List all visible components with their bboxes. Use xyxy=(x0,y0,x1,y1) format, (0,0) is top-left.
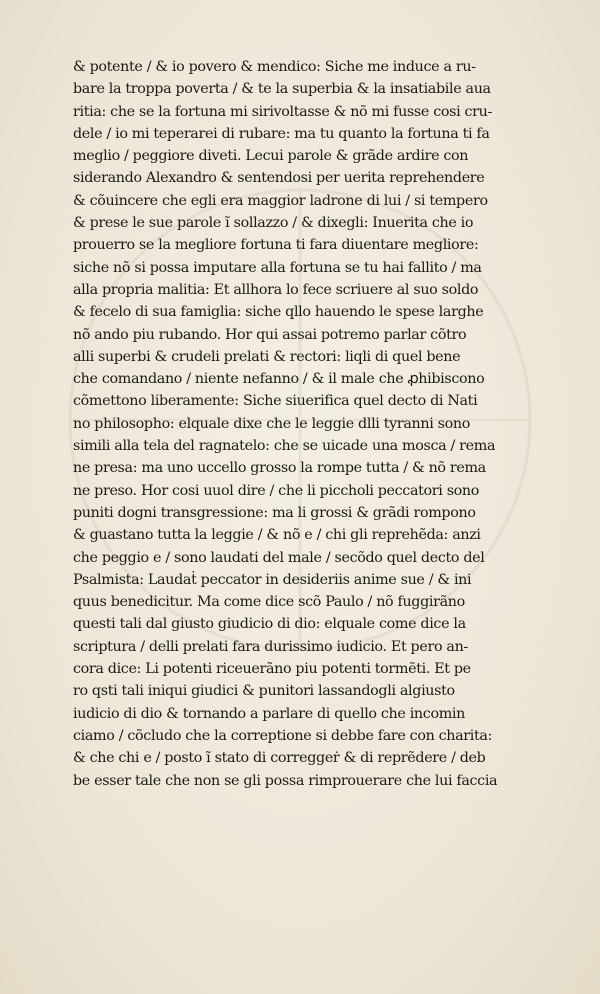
text-line: quus benedicitur. Ma come dice scõ Paulo / nõ fuggirãno xyxy=(73,594,465,611)
text-block xyxy=(73,56,533,792)
text-line: & prese le sue parole ĩ sollazzo / & dixegli: Inuerita che io xyxy=(73,215,474,232)
text-line: puniti dogni transgressione: ma li grossi & grãdi rompono xyxy=(73,504,476,521)
text-line: no philosopho: elquale dixe che le leggie dlli tyranni sono xyxy=(73,415,470,432)
text-line: prouerro se la megliore fortuna ti fara diuentare megliore: xyxy=(73,237,479,254)
text-line: siderando Alexandro & sentendosi per uerita reprehendere xyxy=(73,170,485,187)
text-line: ro qsti tali iniqui giudici & punitori lassandogli algiusto xyxy=(73,683,455,700)
text-line: & potente / & io povero & mendico: Siche me induce a ru- xyxy=(73,59,476,75)
text-line: & che chi e / posto ĩ stato di correggeṙ & di reprẽdere / deb xyxy=(73,750,486,767)
text-line: ne preso. Hor cosi uuol dire / che li piccholi peccatori sono xyxy=(73,482,480,499)
text-line: siche nõ si possa imputare alla fortuna se tu hai fallito / ma xyxy=(73,259,482,276)
text-line: simili alla tela del ragnatelo: che se uicade una mosca / rema xyxy=(73,438,496,455)
text-line: ciamo / cõcludo che la correptione si debbe fare con charita: xyxy=(73,727,493,744)
text-line: iudicio di dio & tornando a parlare di quello che incomin xyxy=(73,705,465,722)
text-line: be esser tale che non se gli possa rimprouerare che lui faccia xyxy=(73,772,498,789)
text-line: & cõuincere che egli era maggior ladrone di lui / si tempero xyxy=(73,192,488,209)
text-line: cora dice: Li potenti riceuerãno piu potenti tormẽti. Et pe xyxy=(73,661,471,678)
text-line: che peggio e / sono laudati del male / secõdo quel decto del xyxy=(73,549,485,566)
text-line: bare la troppa poverta / & te la superbia & la insatiabile aua xyxy=(73,81,491,98)
text-line: che comandano / niente nefanno / & il male che ꝓhibiscono xyxy=(73,371,485,388)
text-line: & fecelo di sua famiglia: siche qllo hauendo le spese larghe xyxy=(73,304,484,321)
text-line: alla propria malitia: Et allhora lo fece scriuere al suo soldo xyxy=(73,281,479,298)
text-line: & guastano tutta la leggie / & nõ e / chi gli reprehẽda: anzi xyxy=(73,527,481,544)
text-line: questi tali dal giusto giudicio di dio: elquale come dice la xyxy=(73,616,466,633)
text-line: nõ ando piu rubando. Hor qui assai potremo parlar cõtro xyxy=(73,326,467,343)
text-line: ne presa: ma uno uccello grosso la rompe tutta / & nõ rema xyxy=(73,460,486,477)
text-line: scriptura / delli prelati fara durissimo iudicio. Et pero an- xyxy=(73,638,468,655)
text-line: dele / io mi teperarei di rubare: ma tu quanto la fortuna ti fa xyxy=(73,125,490,142)
text-line: meglio / peggiore diveti. Lecui parole & grãde ardire con xyxy=(73,148,469,165)
text-line: alli superbi & crudeli prelati & rectori: liqli di quel bene xyxy=(73,348,461,365)
text-line: Psalmista: Laudaṫ peccator in desideriis anime sue / & ini xyxy=(73,571,472,588)
text-line: ritia: che se la fortuna mi sirivoltasse & nõ mi fusse cosi cru- xyxy=(73,103,493,120)
text-line: cõmettono liberamente: Siche siuerifica quel decto di Nati xyxy=(73,393,478,410)
